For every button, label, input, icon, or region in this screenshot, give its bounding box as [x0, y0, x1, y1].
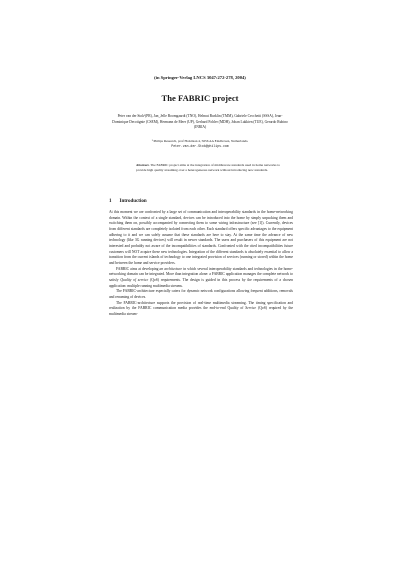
paragraph-2-emphasis-2: Quality of service	[120, 277, 149, 282]
paragraph-3: The FABRIC-architecture especially caters for dynamic network configurations allowing frequent additions, removals and renaming of devices.	[109, 289, 293, 299]
paragraph-4-start: The FABRIC-architecture supports the provision of real-time multimedia streaming. The timing specification and realization by the FABRIC communication media provides the end-to-end Quality of	[109, 300, 293, 311]
paragraph-2-end: (QoS) requirements. The design is guided in this process by the requirements of a chosen application: multiple running multimedia streams.	[109, 277, 293, 288]
affiliation-text: ¹ Philips Research, prof Holstlaan 4, 5656 AA Eindhoven, Netherlands.	[151, 139, 249, 143]
paragraph-4-emphasis: Service	[245, 306, 257, 311]
paragraph-2	[109, 267, 293, 290]
affiliation-block	[110, 139, 290, 148]
paragraph-2-emphasis: an architecture	[159, 266, 183, 271]
section-number: 1	[109, 199, 112, 204]
abstract-text: The FABRIC project aims at the integration of middleware standards used in home networks to provide high quality streaming over a heterogeneous network without introducing new standards.	[136, 163, 280, 172]
body-text	[109, 210, 293, 317]
author-list: Peter van der Stok¹(PR), Jan_Jelle Boomgaardt (TNO), Helmut Burklin (TMM), Gabriele Cecchetti (SSSA), Jean-Dominique Decotignie (CSEM), Hermann de Meer (UP), Gerhard Fohler (MDH), Johan Lukkien (TUE), Gerardo Rubino (INRIA)	[112, 114, 288, 130]
abstract	[136, 163, 280, 173]
section-heading	[109, 199, 147, 204]
paragraph-4-end: (QoS) required by the multimedia stream-	[109, 306, 293, 316]
publication-note: (in Springer-Verlag LNCS 3047:272-278, 2004)	[154, 75, 246, 80]
paragraph-2-middle: in which several interoperability standards and technologies in the home-networking domain can be integrated. More than integration alone: a FABRIC application manages the complete network to satisfy	[109, 266, 293, 282]
section-title: Introduction	[119, 199, 147, 204]
abstract-label: Abstract.	[136, 163, 150, 167]
paper-title: The FABRIC project	[161, 93, 239, 103]
paragraph-4	[109, 301, 293, 318]
author-email: Peter.van.der.Stok@philips.com	[171, 143, 229, 148]
paragraph-1: At this moment we are confronted by a large set of communication and interoperability standards in the home-networking domain. Within the context of a single standard, devices can be introduced into the home by simply unpacking them and switching them on, possibly accompanied by connecting them to some wiring infrastructure (see [1]). Currently, devices from different standards are completely isolated from each other. Each standard offers specific advantages to the equipment adhering to it and we can safely assume that these standards are here to stay. At the same time the advance of new technology (like 3G running devices) will result in newer standards. The users and purchasers of this equipment are not interested and probably not aware of the incompatibilities of standards. Confronted with the cited incompatibilities future customers will NOT acquire these new technologies. Integration of the different standards is absolutely essential to allow a transition from the current islands of technology to one integrated provision of services (running or stored) within the home and between the home and service providers.	[109, 210, 293, 265]
paragraph-2-start: FABRIC aims at developing	[116, 266, 160, 271]
